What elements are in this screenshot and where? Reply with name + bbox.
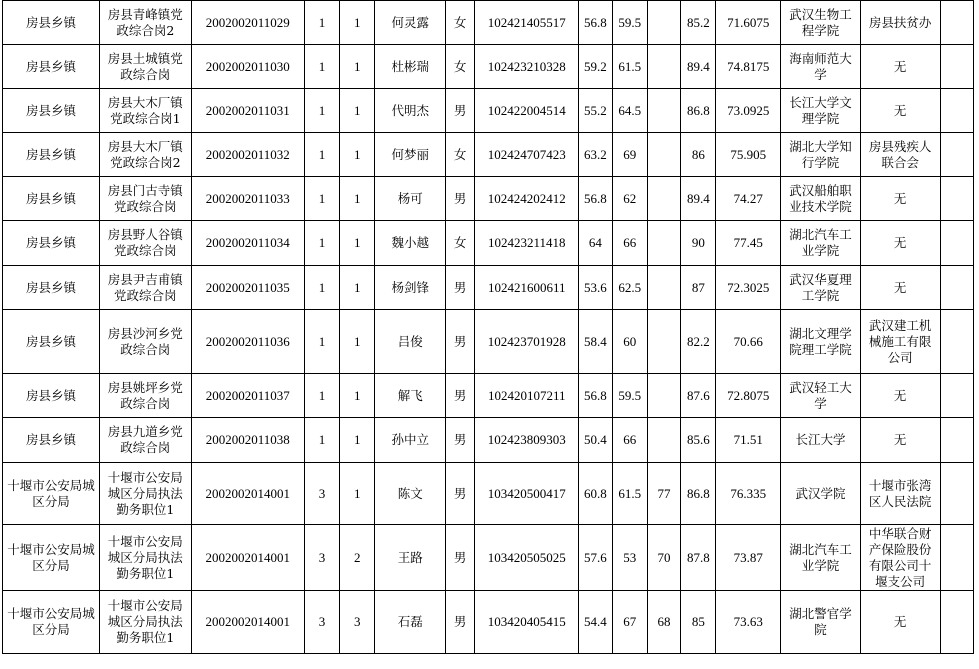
cell-department: 房县乡镇 bbox=[3, 221, 100, 266]
cell-position: 房县土城镇党政综合岗 bbox=[99, 45, 191, 89]
cell-admission-ticket: 102422004514 bbox=[475, 89, 579, 133]
cell-school: 武汉学院 bbox=[781, 463, 861, 525]
cell-name: 王路 bbox=[375, 525, 446, 591]
cell-position-code: 2002002011036 bbox=[191, 310, 304, 374]
cell-aptitude-score: 61.5 bbox=[612, 45, 647, 89]
cell-hiring-count: 1 bbox=[304, 1, 339, 45]
cell-department: 房县乡镇 bbox=[3, 133, 100, 177]
cell-gender: 男 bbox=[446, 177, 475, 221]
table-row bbox=[3, 45, 974, 89]
cell-professional-score bbox=[647, 221, 680, 266]
cell-rank: 1 bbox=[340, 418, 375, 463]
cell-aptitude-score: 66 bbox=[612, 418, 647, 463]
cell-admission-ticket: 103420405415 bbox=[475, 591, 579, 654]
cell-written-score: 54.4 bbox=[579, 591, 612, 654]
cell-admission-ticket: 102424707423 bbox=[475, 133, 579, 177]
cell-interview-score: 82.2 bbox=[681, 310, 716, 374]
cell-department: 房县乡镇 bbox=[3, 266, 100, 310]
cell-name: 孙中立 bbox=[375, 418, 446, 463]
cell-written-score: 56.8 bbox=[579, 374, 612, 418]
cell-admission-ticket: 102423809303 bbox=[475, 418, 579, 463]
cell-aptitude-score: 60 bbox=[612, 310, 647, 374]
cell-hiring-count: 1 bbox=[304, 221, 339, 266]
cell-admission-ticket: 102421600611 bbox=[475, 266, 579, 310]
cell-school: 武汉生物工程学院 bbox=[781, 1, 861, 45]
cell-admission-ticket: 102423701928 bbox=[475, 310, 579, 374]
cell-school: 长江大学 bbox=[781, 418, 861, 463]
cell-position-code: 2002002014001 bbox=[191, 591, 304, 654]
cell-interview-score: 87.6 bbox=[681, 374, 716, 418]
cell-admission-ticket: 102423211418 bbox=[475, 221, 579, 266]
cell-professional-score bbox=[647, 418, 680, 463]
cell-aptitude-score: 61.5 bbox=[612, 463, 647, 525]
cell-hiring-count: 3 bbox=[304, 591, 339, 654]
cell-hiring-count: 3 bbox=[304, 525, 339, 591]
cell-name: 杜彬瑞 bbox=[375, 45, 446, 89]
table-row bbox=[3, 1, 974, 45]
cell-employer: 无 bbox=[860, 374, 940, 418]
cell-name: 杨可 bbox=[375, 177, 446, 221]
cell-professional-score: 68 bbox=[647, 591, 680, 654]
cell-written-score: 59.2 bbox=[579, 45, 612, 89]
cell-hiring-count: 1 bbox=[304, 177, 339, 221]
cell-name: 代明杰 bbox=[375, 89, 446, 133]
cell-position-code: 2002002011038 bbox=[191, 418, 304, 463]
cell-admission-ticket: 102420107211 bbox=[475, 374, 579, 418]
cell-remarks bbox=[940, 418, 973, 463]
cell-school: 湖北文理学院理工学院 bbox=[781, 310, 861, 374]
cell-total-score: 76.335 bbox=[716, 463, 781, 525]
table-row bbox=[3, 463, 974, 525]
cell-hiring-count: 1 bbox=[304, 45, 339, 89]
cell-professional-score bbox=[647, 133, 680, 177]
cell-department: 十堰市公安局城区分局 bbox=[3, 463, 100, 525]
cell-position-code: 2002002014001 bbox=[191, 463, 304, 525]
cell-interview-score: 86.8 bbox=[681, 463, 716, 525]
cell-employer: 房县残疾人联合会 bbox=[860, 133, 940, 177]
cell-aptitude-score: 64.5 bbox=[612, 89, 647, 133]
cell-admission-ticket: 103420500417 bbox=[475, 463, 579, 525]
table-row bbox=[3, 525, 974, 591]
cell-position: 房县尹吉甫镇党政综合岗 bbox=[99, 266, 191, 310]
cell-total-score: 77.45 bbox=[716, 221, 781, 266]
cell-department: 十堰市公安局城区分局 bbox=[3, 525, 100, 591]
cell-position: 房县姚坪乡党政综合岗 bbox=[99, 374, 191, 418]
cell-interview-score: 87.8 bbox=[681, 525, 716, 591]
cell-department: 房县乡镇 bbox=[3, 177, 100, 221]
cell-employer: 武汉建工机械施工有限公司 bbox=[860, 310, 940, 374]
cell-school: 长江大学文理学院 bbox=[781, 89, 861, 133]
cell-remarks bbox=[940, 310, 973, 374]
cell-rank: 3 bbox=[340, 591, 375, 654]
cell-aptitude-score: 53 bbox=[612, 525, 647, 591]
cell-employer: 无 bbox=[860, 221, 940, 266]
cell-aptitude-score: 66 bbox=[612, 221, 647, 266]
results-table bbox=[2, 0, 974, 654]
cell-hiring-count: 1 bbox=[304, 418, 339, 463]
cell-gender: 女 bbox=[446, 133, 475, 177]
cell-written-score: 60.8 bbox=[579, 463, 612, 525]
table-row bbox=[3, 221, 974, 266]
cell-written-score: 55.2 bbox=[579, 89, 612, 133]
cell-rank: 1 bbox=[340, 177, 375, 221]
cell-name: 吕俊 bbox=[375, 310, 446, 374]
cell-employer: 无 bbox=[860, 591, 940, 654]
cell-admission-ticket: 102424202412 bbox=[475, 177, 579, 221]
table-row bbox=[3, 177, 974, 221]
cell-gender: 男 bbox=[446, 463, 475, 525]
table-row bbox=[3, 310, 974, 374]
cell-written-score: 63.2 bbox=[579, 133, 612, 177]
cell-gender: 男 bbox=[446, 374, 475, 418]
cell-school: 武汉船舶职业技术学院 bbox=[781, 177, 861, 221]
cell-hiring-count: 1 bbox=[304, 374, 339, 418]
cell-professional-score: 77 bbox=[647, 463, 680, 525]
cell-written-score: 50.4 bbox=[579, 418, 612, 463]
cell-department: 房县乡镇 bbox=[3, 1, 100, 45]
table-row bbox=[3, 133, 974, 177]
cell-written-score: 53.6 bbox=[579, 266, 612, 310]
cell-rank: 1 bbox=[340, 133, 375, 177]
cell-rank: 1 bbox=[340, 1, 375, 45]
cell-written-score: 56.8 bbox=[579, 1, 612, 45]
cell-total-score: 73.0925 bbox=[716, 89, 781, 133]
cell-school: 武汉华夏理工学院 bbox=[781, 266, 861, 310]
cell-position: 十堰市公安局城区分局执法勤务职位1 bbox=[99, 525, 191, 591]
cell-admission-ticket: 102421405517 bbox=[475, 1, 579, 45]
cell-remarks bbox=[940, 177, 973, 221]
cell-employer: 无 bbox=[860, 45, 940, 89]
cell-school: 海南师范大学 bbox=[781, 45, 861, 89]
cell-remarks bbox=[940, 1, 973, 45]
cell-professional-score: 70 bbox=[647, 525, 680, 591]
cell-gender: 男 bbox=[446, 89, 475, 133]
cell-position: 房县大木厂镇党政综合岗2 bbox=[99, 133, 191, 177]
cell-school: 湖北汽车工业学院 bbox=[781, 221, 861, 266]
cell-remarks bbox=[940, 89, 973, 133]
cell-professional-score bbox=[647, 266, 680, 310]
cell-interview-score: 85.2 bbox=[681, 1, 716, 45]
cell-remarks bbox=[940, 463, 973, 525]
cell-remarks bbox=[940, 266, 973, 310]
cell-rank: 1 bbox=[340, 45, 375, 89]
cell-department: 房县乡镇 bbox=[3, 374, 100, 418]
cell-total-score: 71.51 bbox=[716, 418, 781, 463]
table-row bbox=[3, 591, 974, 654]
cell-school: 湖北警官学院 bbox=[781, 591, 861, 654]
cell-professional-score bbox=[647, 89, 680, 133]
cell-employer: 十堰市张湾区人民法院 bbox=[860, 463, 940, 525]
cell-interview-score: 87 bbox=[681, 266, 716, 310]
cell-total-score: 73.63 bbox=[716, 591, 781, 654]
table-row bbox=[3, 266, 974, 310]
cell-position: 房县野人谷镇党政综合岗 bbox=[99, 221, 191, 266]
cell-gender: 女 bbox=[446, 1, 475, 45]
cell-remarks bbox=[940, 45, 973, 89]
cell-interview-score: 86.8 bbox=[681, 89, 716, 133]
cell-hiring-count: 1 bbox=[304, 89, 339, 133]
cell-total-score: 71.6075 bbox=[716, 1, 781, 45]
cell-rank: 1 bbox=[340, 463, 375, 525]
cell-professional-score bbox=[647, 1, 680, 45]
cell-position-code: 2002002011033 bbox=[191, 177, 304, 221]
cell-professional-score bbox=[647, 374, 680, 418]
cell-remarks bbox=[940, 374, 973, 418]
cell-position: 房县九道乡党政综合岗 bbox=[99, 418, 191, 463]
cell-interview-score: 86 bbox=[681, 133, 716, 177]
cell-employer: 房县扶贫办 bbox=[860, 1, 940, 45]
cell-gender: 女 bbox=[446, 221, 475, 266]
cell-aptitude-score: 67 bbox=[612, 591, 647, 654]
cell-professional-score bbox=[647, 177, 680, 221]
table-row bbox=[3, 89, 974, 133]
cell-rank: 2 bbox=[340, 525, 375, 591]
cell-written-score: 58.4 bbox=[579, 310, 612, 374]
table-row bbox=[3, 374, 974, 418]
cell-department: 房县乡镇 bbox=[3, 89, 100, 133]
cell-rank: 1 bbox=[340, 266, 375, 310]
table-row bbox=[3, 418, 974, 463]
cell-interview-score: 85 bbox=[681, 591, 716, 654]
cell-name: 魏小越 bbox=[375, 221, 446, 266]
cell-position: 房县青峰镇党政综合岗2 bbox=[99, 1, 191, 45]
cell-gender: 男 bbox=[446, 266, 475, 310]
cell-position-code: 2002002011035 bbox=[191, 266, 304, 310]
cell-name: 何梦丽 bbox=[375, 133, 446, 177]
cell-gender: 男 bbox=[446, 525, 475, 591]
cell-position-code: 2002002014001 bbox=[191, 525, 304, 591]
cell-remarks bbox=[940, 221, 973, 266]
cell-position-code: 2002002011029 bbox=[191, 1, 304, 45]
cell-rank: 1 bbox=[340, 310, 375, 374]
cell-gender: 男 bbox=[446, 310, 475, 374]
cell-school: 湖北汽车工业学院 bbox=[781, 525, 861, 591]
cell-department: 房县乡镇 bbox=[3, 418, 100, 463]
cell-remarks bbox=[940, 133, 973, 177]
cell-employer: 无 bbox=[860, 89, 940, 133]
cell-position: 房县沙河乡党政综合岗 bbox=[99, 310, 191, 374]
results-table-container bbox=[2, 0, 974, 654]
cell-employer: 无 bbox=[860, 266, 940, 310]
cell-interview-score: 85.6 bbox=[681, 418, 716, 463]
cell-department: 十堰市公安局城区分局 bbox=[3, 591, 100, 654]
cell-gender: 男 bbox=[446, 591, 475, 654]
cell-school: 湖北大学知行学院 bbox=[781, 133, 861, 177]
cell-employer: 无 bbox=[860, 177, 940, 221]
cell-name: 石磊 bbox=[375, 591, 446, 654]
cell-admission-ticket: 103420505025 bbox=[475, 525, 579, 591]
cell-hiring-count: 1 bbox=[304, 310, 339, 374]
cell-total-score: 73.87 bbox=[716, 525, 781, 591]
cell-aptitude-score: 69 bbox=[612, 133, 647, 177]
cell-position: 十堰市公安局城区分局执法勤务职位1 bbox=[99, 591, 191, 654]
cell-position-code: 2002002011037 bbox=[191, 374, 304, 418]
cell-hiring-count: 1 bbox=[304, 266, 339, 310]
cell-name: 陈文 bbox=[375, 463, 446, 525]
cell-total-score: 72.8075 bbox=[716, 374, 781, 418]
cell-interview-score: 90 bbox=[681, 221, 716, 266]
cell-gender: 女 bbox=[446, 45, 475, 89]
cell-aptitude-score: 59.5 bbox=[612, 374, 647, 418]
cell-gender: 男 bbox=[446, 418, 475, 463]
cell-position-code: 2002002011032 bbox=[191, 133, 304, 177]
cell-employer: 无 bbox=[860, 418, 940, 463]
cell-aptitude-score: 62 bbox=[612, 177, 647, 221]
cell-hiring-count: 3 bbox=[304, 463, 339, 525]
cell-position-code: 2002002011034 bbox=[191, 221, 304, 266]
cell-written-score: 64 bbox=[579, 221, 612, 266]
table-body bbox=[3, 1, 974, 654]
cell-name: 杨剑锋 bbox=[375, 266, 446, 310]
cell-position-code: 2002002011030 bbox=[191, 45, 304, 89]
cell-position: 房县大木厂镇党政综合岗1 bbox=[99, 89, 191, 133]
cell-aptitude-score: 62.5 bbox=[612, 266, 647, 310]
cell-aptitude-score: 59.5 bbox=[612, 1, 647, 45]
cell-written-score: 56.8 bbox=[579, 177, 612, 221]
cell-hiring-count: 1 bbox=[304, 133, 339, 177]
cell-total-score: 72.3025 bbox=[716, 266, 781, 310]
cell-rank: 1 bbox=[340, 89, 375, 133]
cell-written-score: 57.6 bbox=[579, 525, 612, 591]
cell-total-score: 70.66 bbox=[716, 310, 781, 374]
cell-interview-score: 89.4 bbox=[681, 177, 716, 221]
cell-total-score: 74.27 bbox=[716, 177, 781, 221]
cell-position-code: 2002002011031 bbox=[191, 89, 304, 133]
cell-total-score: 74.8175 bbox=[716, 45, 781, 89]
cell-school: 武汉轻工大学 bbox=[781, 374, 861, 418]
cell-department: 房县乡镇 bbox=[3, 310, 100, 374]
cell-professional-score bbox=[647, 310, 680, 374]
cell-remarks bbox=[940, 591, 973, 654]
cell-rank: 1 bbox=[340, 374, 375, 418]
cell-remarks bbox=[940, 525, 973, 591]
cell-interview-score: 89.4 bbox=[681, 45, 716, 89]
cell-department: 房县乡镇 bbox=[3, 45, 100, 89]
cell-position: 十堰市公安局城区分局执法勤务职位1 bbox=[99, 463, 191, 525]
cell-professional-score bbox=[647, 45, 680, 89]
cell-total-score: 75.905 bbox=[716, 133, 781, 177]
cell-name: 何灵露 bbox=[375, 1, 446, 45]
cell-admission-ticket: 102423210328 bbox=[475, 45, 579, 89]
cell-rank: 1 bbox=[340, 221, 375, 266]
cell-name: 解飞 bbox=[375, 374, 446, 418]
cell-position: 房县门古寺镇党政综合岗 bbox=[99, 177, 191, 221]
cell-employer: 中华联合财产保险股份有限公司十堰支公司 bbox=[860, 525, 940, 591]
